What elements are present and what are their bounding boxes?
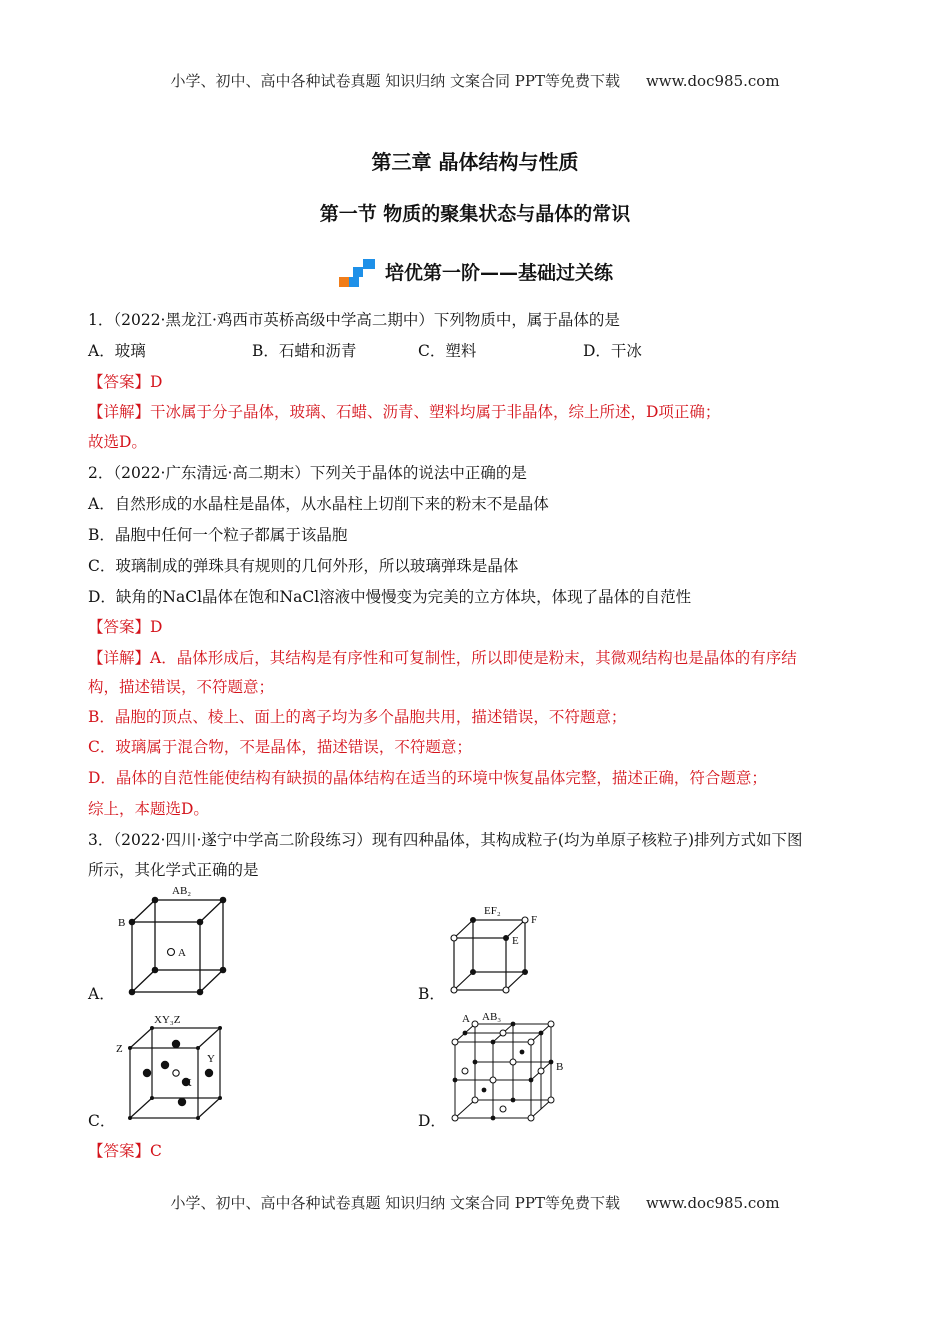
q2-explain-2: 构，描述错误，不符题意； — [88, 678, 275, 696]
footer-url[interactable]: www.doc985.com — [645, 1194, 780, 1212]
tier-title: 培优第一阶——基础过关练 — [384, 262, 613, 284]
q2-option-d: D．缺角的NaCl晶体在饱和NaCl溶液中慢慢变为完美的立方体块，体现了晶体的自范性 — [88, 588, 692, 606]
q2-answer: 【答案】D — [88, 618, 163, 636]
q1-option-c: C．塑料 — [418, 342, 477, 360]
q2-explain-5: D．晶体的自范性能使结构有缺损的晶体结构在适当的环境中恢复晶体完整，描述正确，符合题意； — [88, 769, 767, 787]
q3-stem-2: 所示，其化学式正确的是 — [88, 861, 259, 879]
q2-stem: 2．（2022·广东清远·高二期末）下列关于晶体的说法中正确的是 — [88, 464, 527, 482]
figure-c-formula: XY₃Z — [154, 1014, 181, 1026]
q1-option-a: A．玻璃 — [88, 342, 146, 360]
figure-a-crystal-cell — [110, 880, 250, 998]
figure-a-formula: AB₂ — [172, 885, 192, 897]
q3-option-d-letter: D． — [418, 1112, 446, 1130]
q3-stem-1: 3．（2022·四川·遂宁中学高二阶段练习）现有四种晶体，其构成粒子(均为单原子核粒子)排列方式如下图 — [88, 831, 803, 849]
q2-explain-1: 【详解】A．晶体形成后，其结构是有序性和可复制性，所以即使是粉末，其微观结构也是晶体的有序结 — [88, 649, 797, 667]
chapter-title: 第三章 晶体结构与性质 — [371, 150, 579, 174]
q2-option-b: B．晶胞中任何一个粒子都属于该晶胞 — [88, 526, 348, 544]
tier-heading — [0, 258, 950, 289]
section-title: 第一节 物质的聚集状态与晶体的常识 — [319, 203, 631, 225]
figure-c-y-label: Y — [207, 1053, 215, 1065]
footer-text: 小学、初中、高中各种试卷真题 知识归纳 文案合同 PPT等免费下载 — [170, 1194, 620, 1212]
page-header — [0, 70, 950, 91]
q3-option-a-letter: A． — [88, 985, 115, 1003]
figure-a-corner-label: B — [118, 917, 126, 929]
q3-option-b-letter: B． — [418, 985, 445, 1003]
figure-b-corner-e-label: E — [512, 935, 519, 947]
figure-d-crystal-cell — [440, 1012, 580, 1122]
figure-b-formula: EF₂ — [484, 905, 501, 917]
q1-explain-1: 【详解】干冰属于分子晶体，玻璃、石蜡、沥青、塑料均属于非晶体，综上所述，D项正确； — [88, 403, 721, 421]
figure-d-b-label: B — [556, 1061, 564, 1073]
q2-option-a: A．自然形成的水晶柱是晶体，从水晶柱上切削下来的粉末不是晶体 — [88, 495, 549, 513]
figure-a-center-label: A — [178, 947, 186, 959]
header-text: 小学、初中、高中各种试卷真题 知识归纳 文案合同 PPT等免费下载 — [170, 72, 620, 90]
figure-c-crystal-cell — [110, 1010, 240, 1122]
q2-explain-3: B．晶胞的顶点、棱上、面上的离子均为多个晶胞共用，描述错误，不符题意； — [88, 708, 627, 726]
q1-explain-2: 故选D。 — [88, 433, 147, 451]
q2-explain-6: 综上，本题选D。 — [88, 800, 209, 818]
q2-explain-4: C．玻璃属于混合物，不是晶体，描述错误，不符题意； — [88, 738, 472, 756]
figure-b-corner-f-label: F — [531, 914, 538, 926]
q1-stem: 1．（2022·黑龙江·鸡西市英桥高级中学高二期中）下列物质中，属于晶体的是 — [88, 311, 620, 329]
q1-option-b: B．石蜡和沥青 — [252, 342, 357, 360]
figure-b-crystal-cell — [440, 900, 560, 998]
q1-option-d: D．干冰 — [583, 342, 642, 360]
figure-c-x-label: X — [184, 1077, 192, 1089]
page-footer — [0, 1192, 950, 1213]
figure-d-a-label: A — [462, 1013, 470, 1025]
q2-option-c: C．玻璃制成的弹珠具有规则的几何外形，所以玻璃弹珠是晶体 — [88, 557, 519, 575]
q1-answer: 【答案】D — [88, 373, 163, 391]
q3-answer: 【答案】C — [88, 1142, 162, 1160]
header-url[interactable]: www.doc985.com — [645, 72, 780, 90]
staircase-logo-icon — [337, 259, 379, 289]
q3-option-c-letter: C． — [88, 1112, 116, 1130]
figure-c-z-label: Z — [116, 1043, 123, 1055]
figure-d-formula: AB₃ — [482, 1012, 502, 1023]
